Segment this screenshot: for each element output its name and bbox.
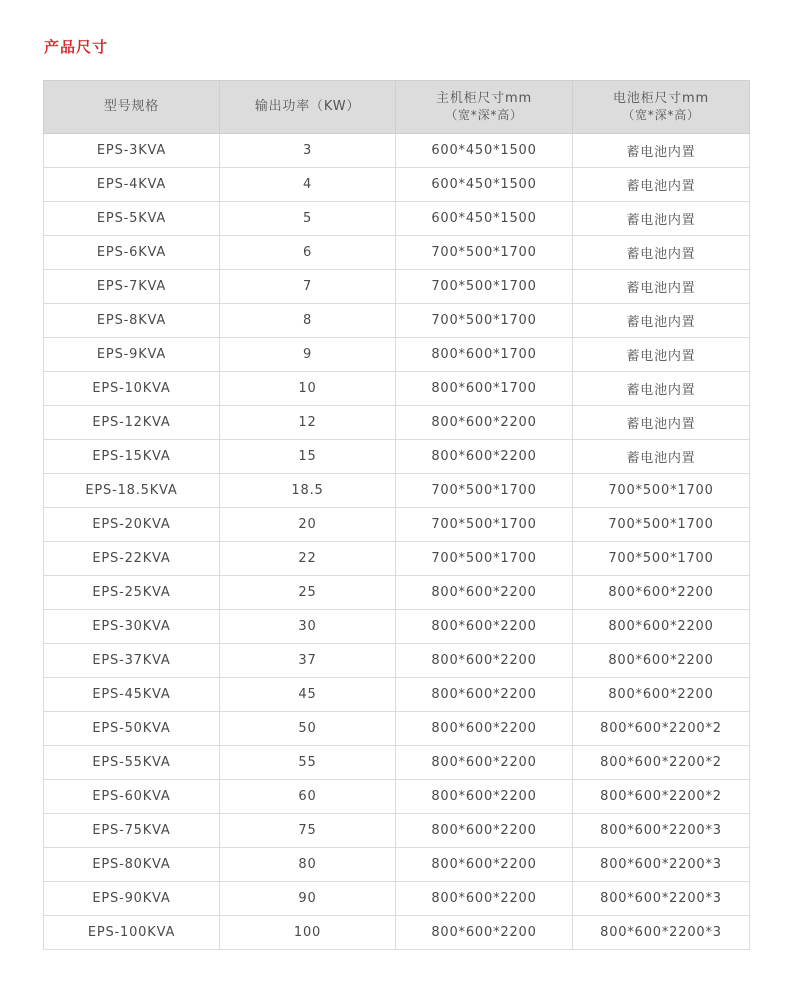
table-row <box>44 916 750 950</box>
table-row <box>44 508 750 542</box>
cell-model: EPS-5KVA <box>44 202 220 236</box>
cell-main-cabinet-size: 800*600*2200 <box>396 576 573 610</box>
cell-model: EPS-90KVA <box>44 882 220 916</box>
cell-battery-cabinet-size: 800*600*2200 <box>573 576 750 610</box>
cell-model: EPS-7KVA <box>44 270 220 304</box>
cell-model: EPS-20KVA <box>44 508 220 542</box>
table-row <box>44 406 750 440</box>
table-row <box>44 882 750 916</box>
cell-output-power: 50 <box>220 712 396 746</box>
table-row <box>44 814 750 848</box>
cell-battery-cabinet-size: 蓄电池内置 <box>573 202 750 236</box>
cell-output-power: 15 <box>220 440 396 474</box>
cell-battery-cabinet-size: 800*600*2200*3 <box>573 916 750 950</box>
table-row <box>44 338 750 372</box>
table-row <box>44 610 750 644</box>
cell-battery-cabinet-size: 800*600*2200*2 <box>573 780 750 814</box>
cell-output-power: 20 <box>220 508 396 542</box>
cell-battery-cabinet-size: 800*600*2200 <box>573 610 750 644</box>
cell-output-power: 60 <box>220 780 396 814</box>
cell-battery-cabinet-size: 蓄电池内置 <box>573 338 750 372</box>
cell-model: EPS-10KVA <box>44 372 220 406</box>
cell-model: EPS-100KVA <box>44 916 220 950</box>
cell-main-cabinet-size: 600*450*1500 <box>396 202 573 236</box>
cell-model: EPS-8KVA <box>44 304 220 338</box>
cell-output-power: 8 <box>220 304 396 338</box>
cell-output-power: 7 <box>220 270 396 304</box>
header-main-cabinet-size-sublabel: （宽*深*高） <box>445 108 523 122</box>
cell-main-cabinet-size: 800*600*2200 <box>396 814 573 848</box>
header-main-cabinet-size-label: 主机柜尺寸mm <box>436 91 532 106</box>
table-row <box>44 202 750 236</box>
cell-battery-cabinet-size: 800*600*2200*3 <box>573 848 750 882</box>
table-row <box>44 440 750 474</box>
cell-main-cabinet-size: 800*600*2200 <box>396 848 573 882</box>
header-output-power <box>220 81 396 134</box>
header-model <box>44 81 220 134</box>
cell-battery-cabinet-size: 800*600*2200*3 <box>573 882 750 916</box>
table-row <box>44 168 750 202</box>
cell-battery-cabinet-size: 蓄电池内置 <box>573 236 750 270</box>
cell-battery-cabinet-size: 700*500*1700 <box>573 508 750 542</box>
cell-model: EPS-22KVA <box>44 542 220 576</box>
cell-main-cabinet-size: 700*500*1700 <box>396 474 573 508</box>
header-battery-cabinet-size-sublabel: （宽*深*高） <box>622 108 700 122</box>
cell-output-power: 5 <box>220 202 396 236</box>
cell-model: EPS-45KVA <box>44 678 220 712</box>
cell-model: EPS-75KVA <box>44 814 220 848</box>
cell-main-cabinet-size: 800*600*2200 <box>396 916 573 950</box>
cell-battery-cabinet-size: 蓄电池内置 <box>573 406 750 440</box>
header-battery-cabinet-size <box>573 81 750 134</box>
cell-output-power: 12 <box>220 406 396 440</box>
cell-model: EPS-15KVA <box>44 440 220 474</box>
cell-main-cabinet-size: 800*600*2200 <box>396 746 573 780</box>
cell-main-cabinet-size: 800*600*2200 <box>396 882 573 916</box>
cell-main-cabinet-size: 700*500*1700 <box>396 542 573 576</box>
cell-main-cabinet-size: 800*600*2200 <box>396 406 573 440</box>
table-row <box>44 576 750 610</box>
cell-battery-cabinet-size: 蓄电池内置 <box>573 304 750 338</box>
cell-model: EPS-3KVA <box>44 134 220 168</box>
table-row <box>44 678 750 712</box>
cell-output-power: 18.5 <box>220 474 396 508</box>
table-row <box>44 644 750 678</box>
cell-battery-cabinet-size: 蓄电池内置 <box>573 372 750 406</box>
cell-main-cabinet-size: 700*500*1700 <box>396 270 573 304</box>
cell-model: EPS-37KVA <box>44 644 220 678</box>
cell-main-cabinet-size: 700*500*1700 <box>396 236 573 270</box>
cell-model: EPS-60KVA <box>44 780 220 814</box>
cell-battery-cabinet-size: 800*600*2200*2 <box>573 746 750 780</box>
cell-battery-cabinet-size: 蓄电池内置 <box>573 270 750 304</box>
header-battery-cabinet-size-label: 电池柜尺寸mm <box>613 91 709 106</box>
cell-main-cabinet-size: 800*600*2200 <box>396 712 573 746</box>
header-main-cabinet-size <box>396 81 573 134</box>
cell-battery-cabinet-size: 700*500*1700 <box>573 474 750 508</box>
cell-output-power: 100 <box>220 916 396 950</box>
cell-main-cabinet-size: 800*600*2200 <box>396 678 573 712</box>
product-dimensions-table <box>43 80 750 950</box>
cell-main-cabinet-size: 600*450*1500 <box>396 168 573 202</box>
table-row <box>44 542 750 576</box>
cell-model: EPS-6KVA <box>44 236 220 270</box>
cell-main-cabinet-size: 700*500*1700 <box>396 304 573 338</box>
cell-main-cabinet-size: 800*600*2200 <box>396 610 573 644</box>
cell-output-power: 55 <box>220 746 396 780</box>
table-row <box>44 712 750 746</box>
cell-output-power: 3 <box>220 134 396 168</box>
table-row <box>44 304 750 338</box>
cell-output-power: 80 <box>220 848 396 882</box>
cell-model: EPS-55KVA <box>44 746 220 780</box>
table-body <box>44 134 750 950</box>
table-header <box>44 81 750 134</box>
cell-output-power: 45 <box>220 678 396 712</box>
cell-model: EPS-25KVA <box>44 576 220 610</box>
cell-output-power: 37 <box>220 644 396 678</box>
table-row <box>44 372 750 406</box>
cell-output-power: 6 <box>220 236 396 270</box>
header-output-power-label: 输出功率（KW） <box>254 99 361 114</box>
table-row <box>44 474 750 508</box>
cell-model: EPS-30KVA <box>44 610 220 644</box>
cell-output-power: 25 <box>220 576 396 610</box>
cell-battery-cabinet-size: 800*600*2200 <box>573 644 750 678</box>
cell-battery-cabinet-size: 800*600*2200*2 <box>573 712 750 746</box>
cell-main-cabinet-size: 800*600*2200 <box>396 644 573 678</box>
cell-main-cabinet-size: 800*600*2200 <box>396 780 573 814</box>
cell-model: EPS-4KVA <box>44 168 220 202</box>
cell-main-cabinet-size: 800*600*1700 <box>396 338 573 372</box>
cell-model: EPS-50KVA <box>44 712 220 746</box>
cell-battery-cabinet-size: 800*600*2200*3 <box>573 814 750 848</box>
cell-main-cabinet-size: 800*600*1700 <box>396 372 573 406</box>
cell-model: EPS-18.5KVA <box>44 474 220 508</box>
cell-battery-cabinet-size: 800*600*2200 <box>573 678 750 712</box>
cell-output-power: 75 <box>220 814 396 848</box>
cell-output-power: 90 <box>220 882 396 916</box>
table-row <box>44 270 750 304</box>
table-row <box>44 848 750 882</box>
cell-model: EPS-12KVA <box>44 406 220 440</box>
cell-model: EPS-9KVA <box>44 338 220 372</box>
cell-model: EPS-80KVA <box>44 848 220 882</box>
cell-output-power: 30 <box>220 610 396 644</box>
cell-battery-cabinet-size: 蓄电池内置 <box>573 440 750 474</box>
cell-output-power: 4 <box>220 168 396 202</box>
table-row <box>44 236 750 270</box>
table-row <box>44 134 750 168</box>
cell-main-cabinet-size: 700*500*1700 <box>396 508 573 542</box>
header-model-label: 型号规格 <box>103 99 160 114</box>
cell-main-cabinet-size: 800*600*2200 <box>396 440 573 474</box>
table-row <box>44 780 750 814</box>
cell-output-power: 9 <box>220 338 396 372</box>
cell-output-power: 22 <box>220 542 396 576</box>
cell-main-cabinet-size: 600*450*1500 <box>396 134 573 168</box>
page-title: 产品尺寸 <box>44 38 109 56</box>
cell-battery-cabinet-size: 700*500*1700 <box>573 542 750 576</box>
cell-battery-cabinet-size: 蓄电池内置 <box>573 134 750 168</box>
table-row <box>44 746 750 780</box>
cell-battery-cabinet-size: 蓄电池内置 <box>573 168 750 202</box>
cell-output-power: 10 <box>220 372 396 406</box>
